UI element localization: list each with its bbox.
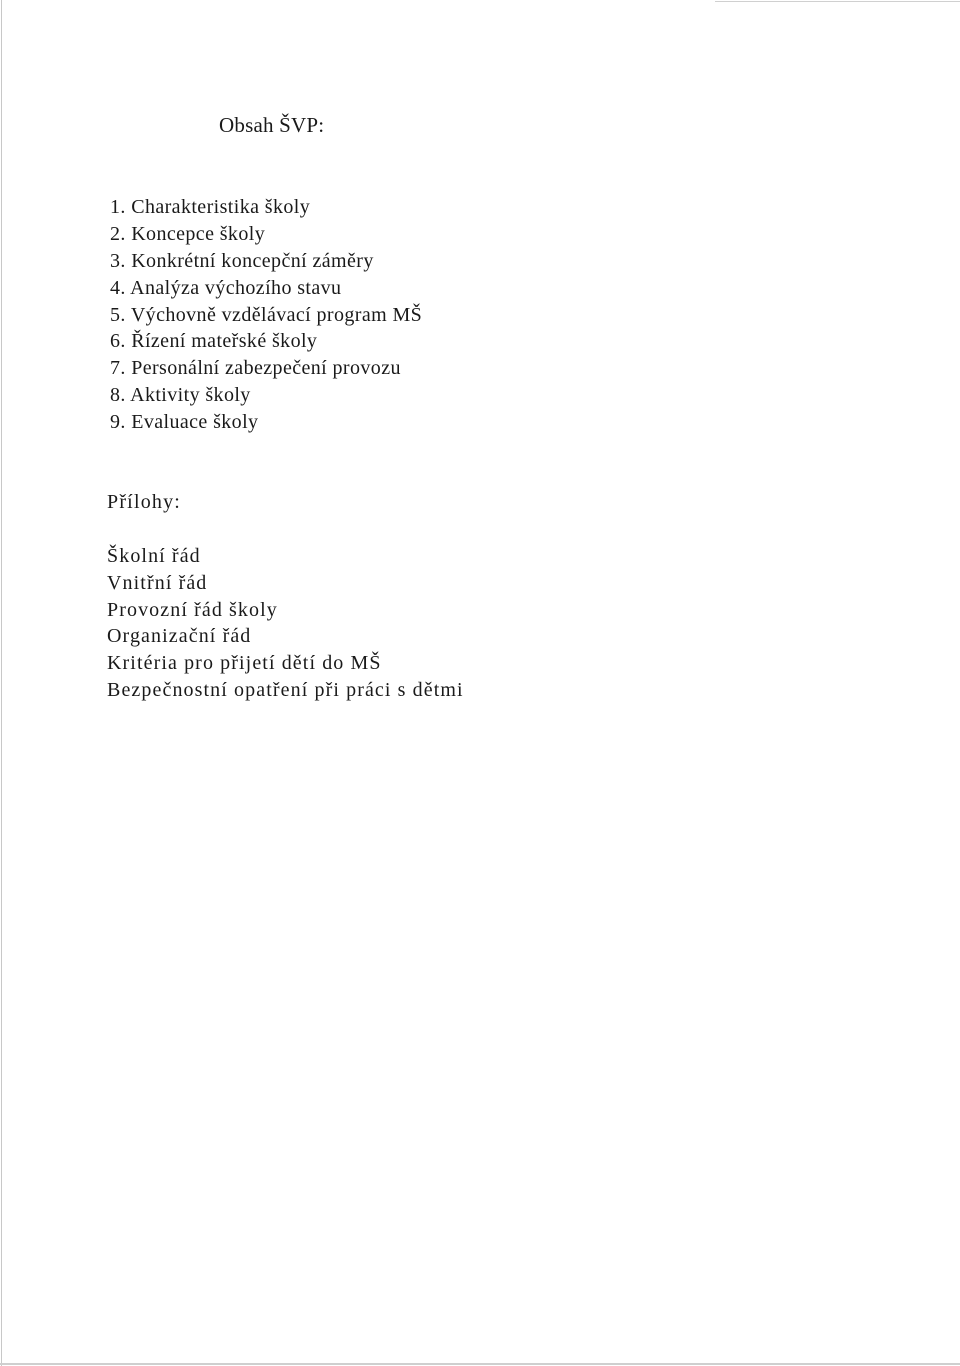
attachments-heading: Přílohy: xyxy=(107,491,182,513)
scan-edge-bottom xyxy=(0,1363,960,1365)
contents-item: 7. Personální zabezpečení provozu xyxy=(110,357,401,380)
attachment-item: Školní řád xyxy=(107,545,201,567)
attachment-item: Provozní řád školy xyxy=(107,598,278,621)
contents-item: 3. Konkrétní koncepční záměry xyxy=(110,249,374,272)
attachment-item: Vnitřní řád xyxy=(107,571,208,594)
attachment-item: Bezpečnostní opatření při práci s dětmi xyxy=(107,678,464,701)
attachment-item: Kritéria pro přijetí dětí do MŠ xyxy=(107,652,382,675)
attachments-list xyxy=(107,543,464,704)
contents-item: 1. Charakteristika školy xyxy=(110,196,311,218)
contents-item: 6. Řízení mateřské školy xyxy=(110,330,318,353)
contents-item: 9. Evaluace školy xyxy=(110,411,259,434)
page-title: Obsah ŠVP: xyxy=(219,113,325,137)
contents-item: 5. Výchovně vzdělávací program MŠ xyxy=(110,303,423,326)
scan-edge-left xyxy=(1,0,2,1366)
attachment-item: Organizační řád xyxy=(107,625,252,648)
contents-list xyxy=(110,194,422,436)
contents-item: 2. Koncepce školy xyxy=(110,222,266,245)
scan-edge-top xyxy=(715,1,960,2)
contents-item: 4. Analýza výchozího stavu xyxy=(110,276,342,299)
contents-item: 8. Aktivity školy xyxy=(110,384,251,407)
